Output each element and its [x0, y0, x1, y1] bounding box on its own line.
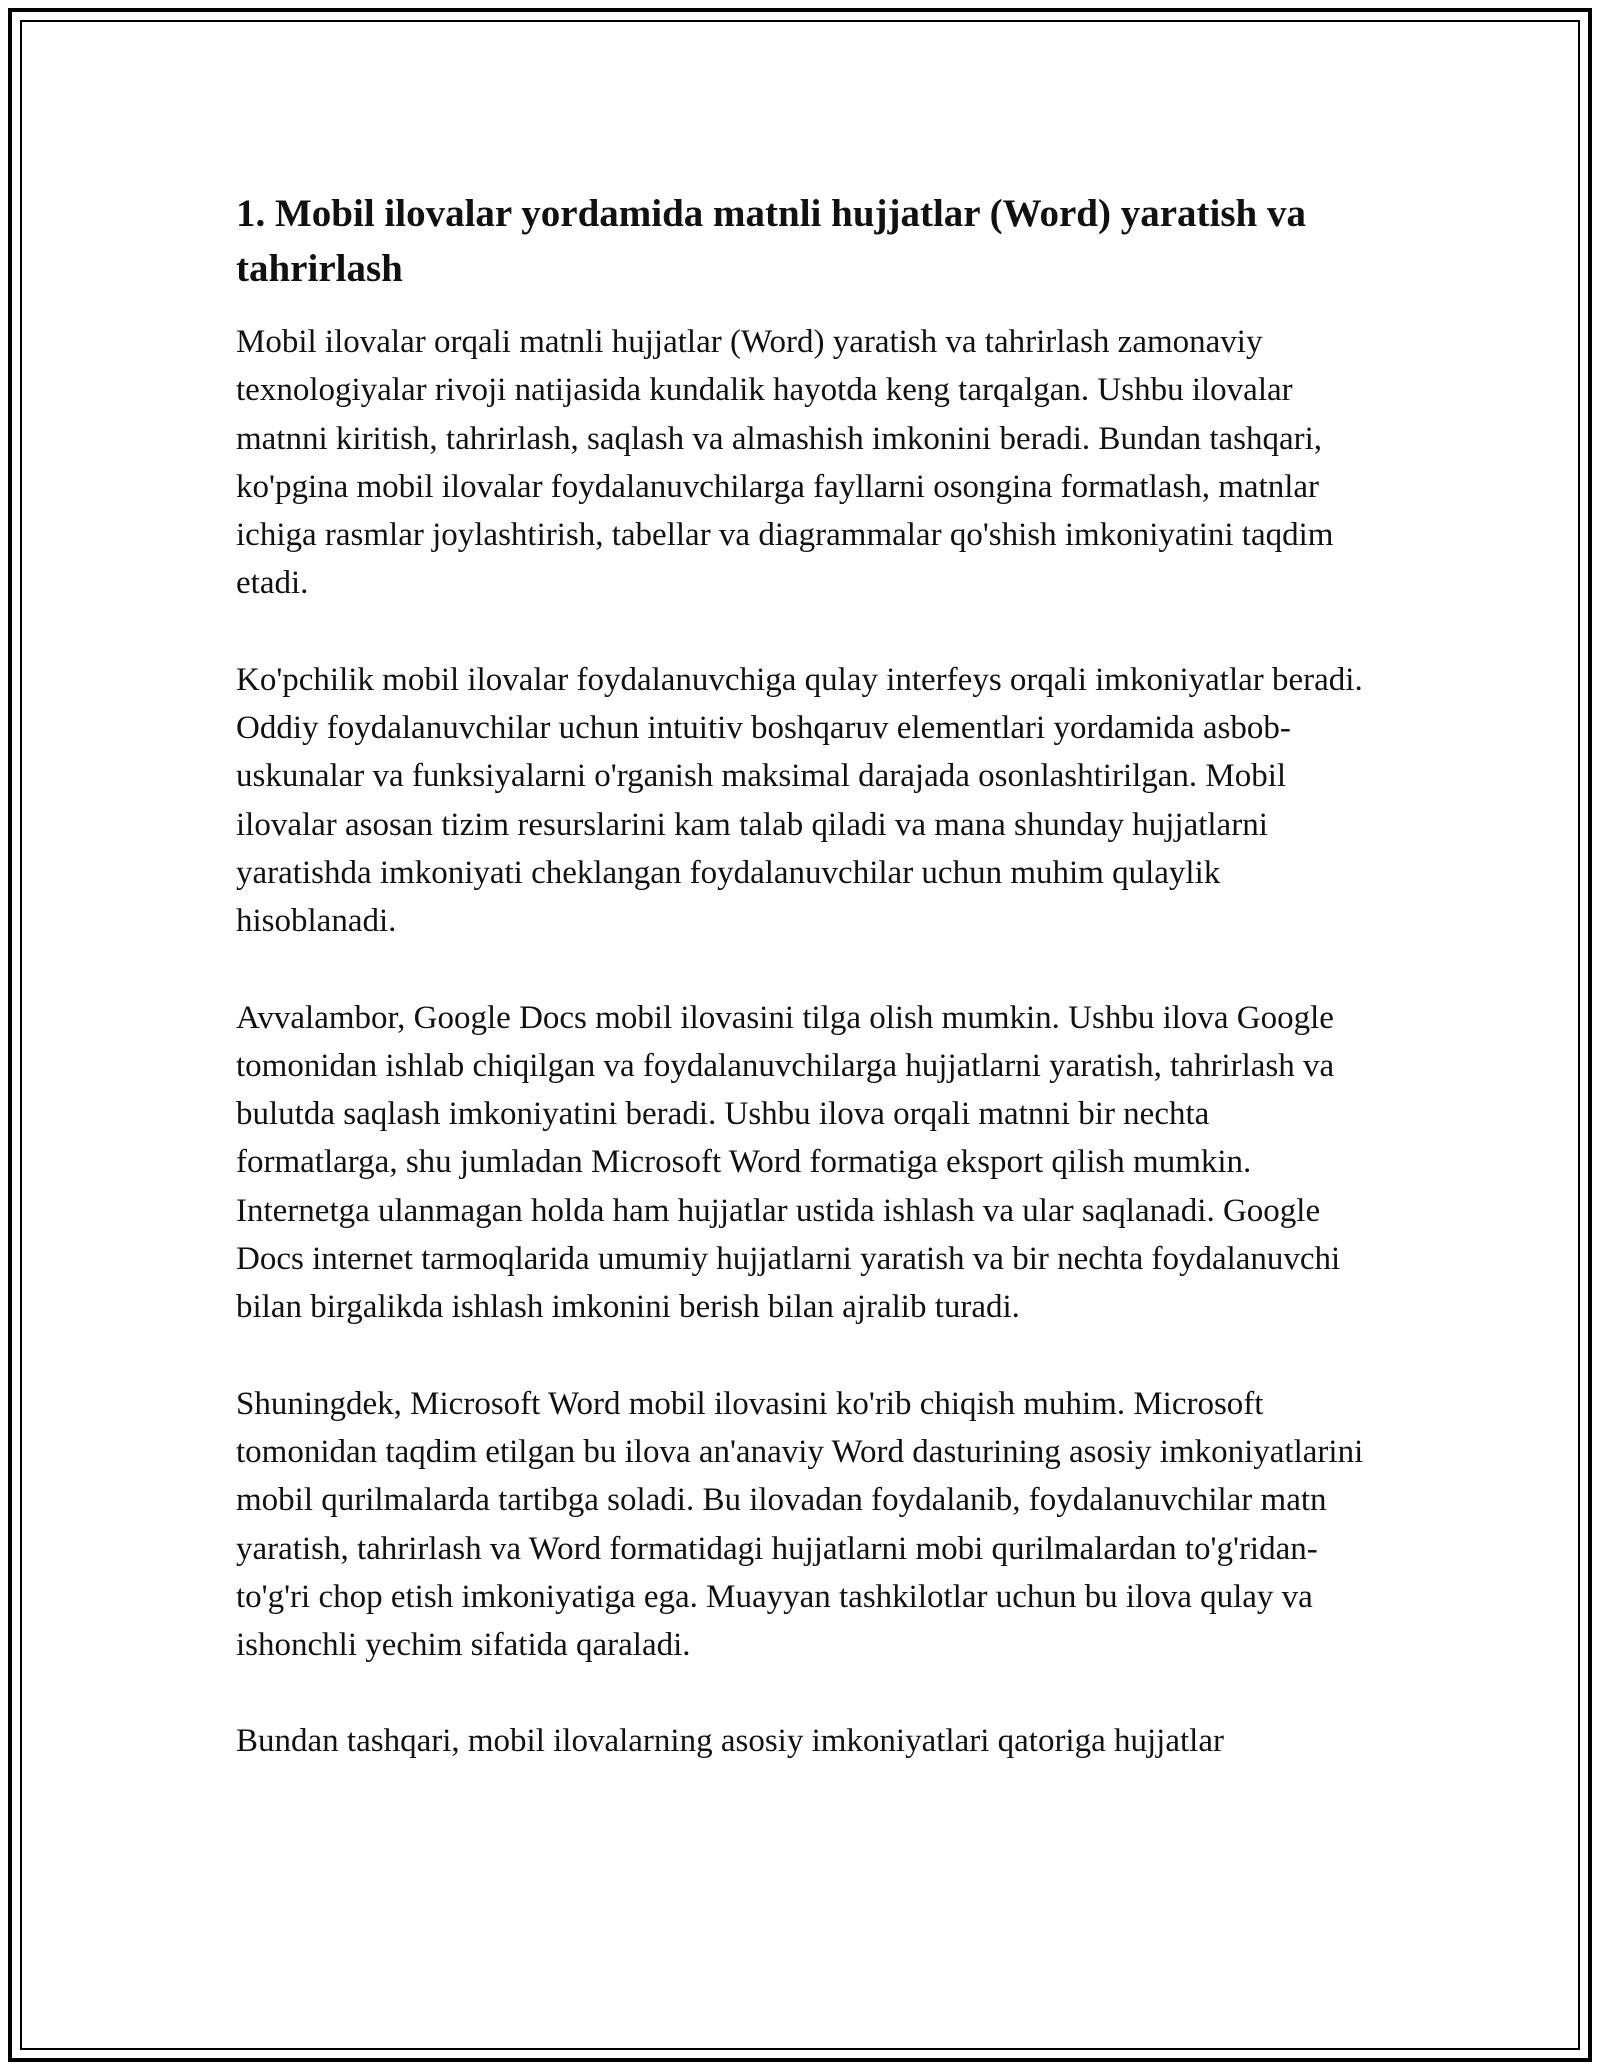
paragraph-4: Shuningdek, Microsoft Word mobil ilovasini ko'rib chiqish muhim. Microsoft tomonidan taqdim etilgan bu ilova an'anaviy Word dasturining asosiy imkoniyatlarini mobil qurilmalarda tartibga soladi. Bu ilovadan foydalanib, foydalanuvchilar matn yaratish, tahrirlash va Word formatidagi hujjatlarni mobi qurilmalardan to'g'ridan-to'g'ri chop etish imkoniyatiga ega. Muayyan tashkilotlar uchun bu ilova qulay va ishonchli yechim sifatida qaraladi.: [236, 1385, 1364, 1664]
document-body: [236, 186, 1366, 1814]
paragraph-1: Mobil ilovalar orqali matnli hujjatlar (Word) yaratish va tahrirlash zamonaviy texnologiyalar rivoji natijasida kundalik hayotda keng tarqalgan. Ushbu ilovalar matnni kiritish, tahrirlash, saqlash va almashish imkonini beradi. Bundan tashqari, ko'pgina mobil ilovalar foydalanuvchilarga fayllarni osongina formatlash, matnlar ichiga rasmlar joylashtirish, tabellar va diagrammalar qo'shish imkoniyatini taqdim etadi.: [236, 324, 1334, 602]
paragraph-5: Bundan tashqari, mobil ilovalarning asosiy imkoniyatlari qatoriga hujjatlar: [236, 1723, 1224, 1760]
section-heading: 1. Mobil ilovalar yordamida matnli hujjatlar (Word) yaratish va tahrirlash: [236, 192, 1306, 290]
paragraph-3: Avvalambor, Google Docs mobil ilovasini tilga olish mumkin. Ushbu ilova Google tomonidan ishlab chiqilgan va foydalanuvchilarga hujjatlarni yaratish, tahrirlash va bulutda saqlash imkoniyatini beradi. Ushbu ilova orqali matnni bir nechta formatlarga, shu jumladan Microsoft Word formatiga eksport qilish mumkin. Internetga ulanmagan holda ham hujjatlar ustida ishlash va ular saqlanadi. Google Docs internet tarmoqlarida umumiy hujjatlarni yaratish va bir nechta foydalanuvchi bilan birgalikda ishlash imkonini berish bilan ajralib turadi.: [236, 999, 1341, 1326]
paragraph-2: Ko'pchilik mobil ilovalar foydalanuvchiga qulay interfeys orqali imkoniyatlar beradi. Oddiy foydalanuvchilar uchun intuitiv boshqaruv elementlari yordamida asbob-uskunalar va funksiyalarni o'rganish maksimal darajada osonlashtirilgan. Mobil ilovalar asosan tizim resurslarini kam talab qiladi va mana shunday hujjatlarni yaratishda imkoniyati cheklangan foydalanuvchilar uchun muhim qulaylik hisoblanadi.: [236, 661, 1363, 940]
